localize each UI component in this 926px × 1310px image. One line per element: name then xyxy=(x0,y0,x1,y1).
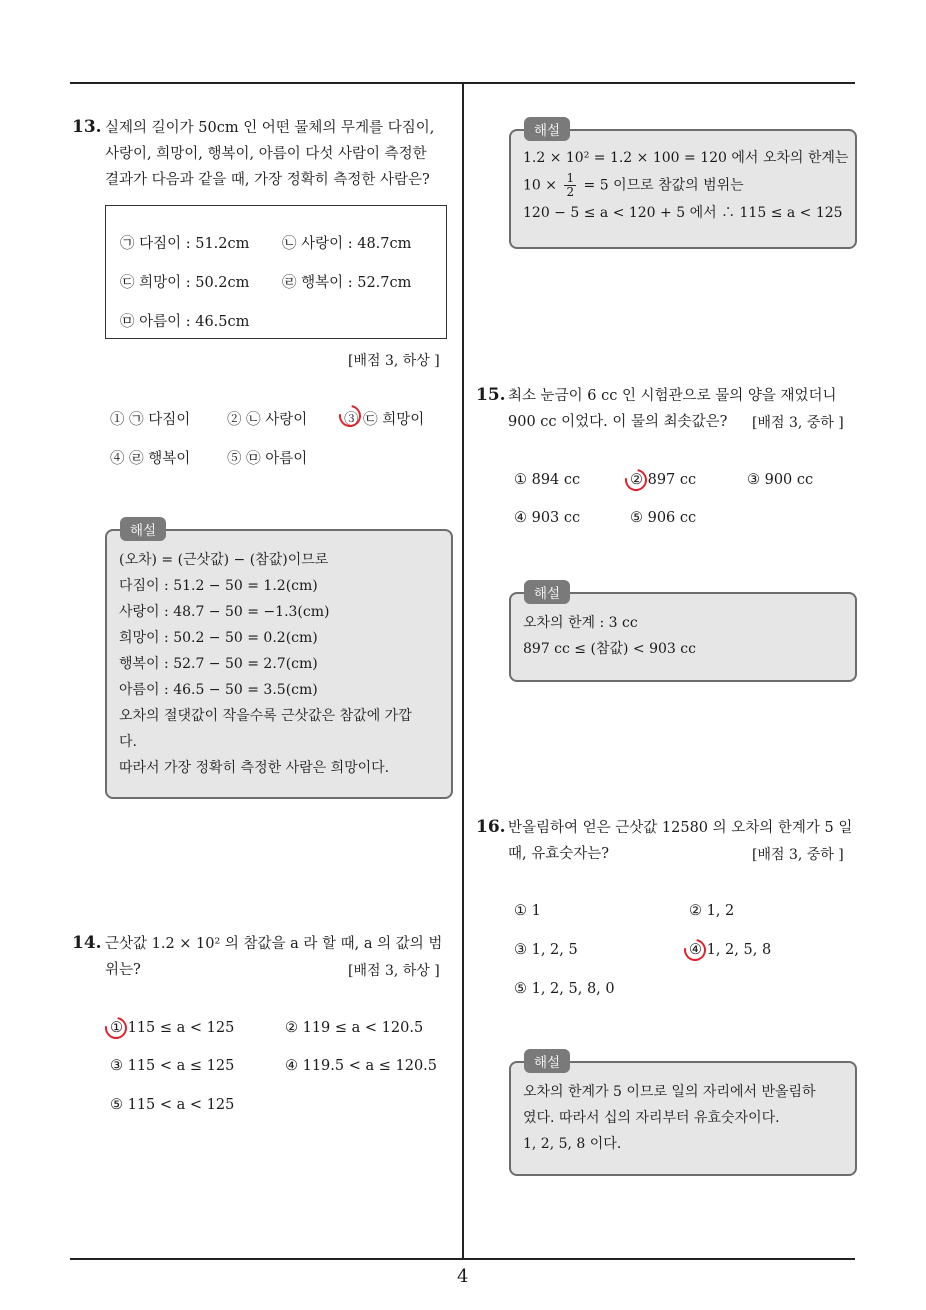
question-16-choice-3[interactable]: ③ 1, 2, 5 xyxy=(514,942,578,958)
question-15-choice-5[interactable]: ⑤ 906 cc xyxy=(630,510,697,526)
solution-line: 사랑이 : 48.7 − 50 = −1.3(cm) xyxy=(119,604,330,620)
question-16-choice-1[interactable]: ① 1 xyxy=(514,903,541,919)
solution-line: 1.2 × 10² = 1.2 × 100 = 120 에서 오차의 한계는 xyxy=(523,150,849,166)
question-16-choice-5[interactable]: ⑤ 1, 2, 5, 8, 0 xyxy=(514,981,615,997)
question-14-score-tag: [배점 3, 하상 ] xyxy=(348,963,440,979)
question-16-score-tag: [배점 3, 중하 ] xyxy=(752,847,844,863)
solution-text: = 5 이므로 참값의 범위는 xyxy=(583,177,744,194)
question-14-choice-2[interactable]: ② 119 ≤ a < 120.5 xyxy=(285,1020,424,1036)
solution-line: 오차의 한계 : 3 cc xyxy=(523,615,638,631)
question-13-data-box xyxy=(105,205,447,339)
box-item-b: ㉡ 사랑이 : 48.7cm xyxy=(282,236,412,252)
solution-line: 다. xyxy=(119,734,137,750)
question-13-line: 결과가 다음과 같을 때, 가장 정확히 측정한 사람은? xyxy=(105,172,430,188)
column-divider xyxy=(462,82,464,1259)
box-item-d: ㉣ 행복이 : 52.7cm xyxy=(282,275,412,291)
question-15-solution-box xyxy=(509,592,857,682)
solution-label: 해설 xyxy=(524,1049,570,1073)
solution-line: 1, 2, 5, 8 이다. xyxy=(523,1136,622,1152)
question-14-line: 위는? xyxy=(105,962,141,978)
box-item-c: ㉢ 희망이 : 50.2cm xyxy=(120,275,250,291)
solution-line: 희망이 : 50.2 − 50 = 0.2(cm) xyxy=(119,630,318,646)
solution-text: 10 × xyxy=(523,177,557,194)
fraction-denominator: 2 xyxy=(566,185,575,199)
box-item-e: ㉤ 아름이 : 46.5cm xyxy=(120,314,250,330)
solution-line: 오차의 절댓값이 작을수록 근삿값은 참값에 가깝 xyxy=(119,708,412,724)
question-13-solution-box xyxy=(105,529,453,799)
answer-circle-mark xyxy=(621,465,652,496)
question-14-line: 근삿값 1.2 × 10² 의 참값을 a 라 할 때, a 의 값의 범 xyxy=(105,936,443,952)
question-15-choice-2[interactable]: ② 897 cc xyxy=(630,472,697,488)
question-15-score-tag: [배점 3, 중하 ] xyxy=(752,415,844,431)
question-14-number: 14. xyxy=(72,933,102,953)
solution-line: 다짐이 : 51.2 − 50 = 1.2(cm) xyxy=(119,578,318,594)
question-13-score-tag: [배점 3, 하상 ] xyxy=(348,353,440,369)
fraction xyxy=(564,172,576,199)
question-16-choice-4[interactable]: ④ 1, 2, 5, 8 xyxy=(689,942,772,958)
solution-line: 897 cc ≤ (참값) < 903 cc xyxy=(523,641,696,657)
solution-line: 아름이 : 46.5 − 50 = 3.5(cm) xyxy=(119,682,318,698)
question-15-choice-4[interactable]: ④ 903 cc xyxy=(514,510,581,526)
question-13-choice-5[interactable]: ⑤ ㉤ 아름이 xyxy=(227,451,308,467)
solution-line: 120 − 5 ≤ a < 120 + 5 에서 ∴ 115 ≤ a < 125 xyxy=(523,204,843,221)
solution-line: (오차) = (근삿값) − (참값)이므로 xyxy=(119,552,329,568)
solution-line: 오차의 한계가 5 이므로 일의 자리에서 반올림하 xyxy=(523,1084,816,1100)
page-number: 4 xyxy=(457,1266,469,1287)
question-15-choice-3[interactable]: ③ 900 cc xyxy=(747,472,814,488)
solution-line: 행복이 : 52.7 − 50 = 2.7(cm) xyxy=(119,656,318,672)
solution-label: 해설 xyxy=(120,517,166,541)
question-16-number: 16. xyxy=(476,817,506,837)
question-13-text xyxy=(105,115,455,193)
question-14-choice-1[interactable]: ① 115 ≤ a < 125 xyxy=(110,1020,235,1036)
question-14-choice-3[interactable]: ③ 115 < a ≤ 125 xyxy=(110,1058,235,1074)
question-13-choice-4[interactable]: ④ ㉣ 행복이 xyxy=(110,451,191,467)
question-15-number: 15. xyxy=(476,385,506,405)
question-14-choice-4[interactable]: ④ 119.5 < a ≤ 120.5 xyxy=(285,1058,438,1074)
question-14-solution-box xyxy=(509,129,857,249)
question-13-line: 실제의 길이가 50cm 인 어떤 물체의 무게를 다짐이, xyxy=(105,120,435,136)
bottom-rule xyxy=(70,1258,855,1260)
question-14-choice-5[interactable]: ⑤ 115 < a < 125 xyxy=(110,1097,235,1113)
question-16-solution-box xyxy=(509,1061,857,1176)
answer-circle-mark xyxy=(680,935,711,966)
question-13-number: 13. xyxy=(72,117,102,137)
solution-label: 해설 xyxy=(524,580,570,604)
question-15-choice-1[interactable]: ① 894 cc xyxy=(514,472,581,488)
question-13-choice-1[interactable]: ① ㉠ 다짐이 xyxy=(110,412,191,428)
question-13-line: 사랑이, 희망이, 행복이, 아름이 다섯 사람이 측정한 xyxy=(105,146,427,162)
solution-line: 였다. 따라서 십의 자리부터 유효숫자이다. xyxy=(523,1110,780,1126)
box-item-a: ㉠ 다짐이 : 51.2cm xyxy=(120,236,250,252)
question-15-line: 최소 눈금이 6 cc 인 시험관으로 물의 양을 재었더니 xyxy=(508,388,837,404)
fraction-numerator: 1 xyxy=(566,171,575,185)
question-13-choice-2[interactable]: ② ㉡ 사랑이 xyxy=(227,412,308,428)
question-13-choice-3[interactable]: ③ ㉢ 희망이 xyxy=(344,412,425,428)
solution-label: 해설 xyxy=(524,117,570,141)
question-16-line: 때, 유효숫자는? xyxy=(508,846,610,862)
answer-circle-mark xyxy=(101,1013,132,1044)
solution-line-fraction xyxy=(523,172,845,200)
question-16-choice-2[interactable]: ② 1, 2 xyxy=(689,903,735,919)
question-15-line: 900 cc 이었다. 이 물의 최솟값은? xyxy=(508,414,728,430)
solution-line: 따라서 가장 정확히 측정한 사람은 희망이다. xyxy=(119,760,390,776)
question-16-line: 반올림하여 얻은 근삿값 12580 의 오차의 한계가 5 일 xyxy=(508,820,853,836)
